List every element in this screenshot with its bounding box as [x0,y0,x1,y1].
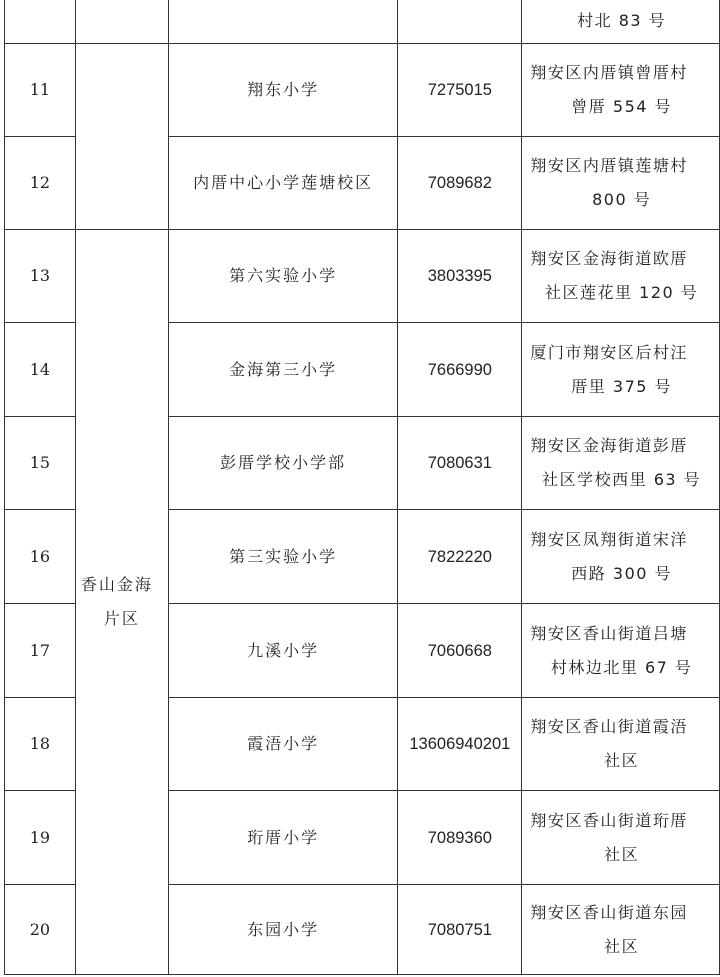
school-name: 第六实验小学 [168,230,398,323]
address-line-2: 厝里 375 号 [571,376,673,396]
address-line-2: 村林边北里 67 号 [550,657,693,677]
address-line-2: 社区莲花里 120 号 [545,283,699,302]
school-name: 东园小学 [168,885,398,975]
district-line-2: 片区 [103,609,140,628]
phone-number: 7080751 [398,885,522,975]
address [522,44,720,137]
school-name: 彭厝学校小学部 [168,417,398,510]
address [522,417,720,510]
phone-number: 7666990 [398,323,522,417]
address [522,885,720,975]
phone-number: 7060668 [398,604,522,698]
address-line-1: 翔安区金海街道欧厝 [530,249,688,268]
address [522,137,720,230]
row-number [5,0,76,44]
address-line-1: 翔安区香山街道东园 [530,902,688,922]
row-number: 18 [5,698,76,791]
address-line-2: 800 号 [592,190,652,209]
row-number: 12 [5,137,76,230]
address-line-2: 社区 [604,936,640,956]
address-line-1: 翔安区金海街道彭厝 [530,436,688,455]
table-row [5,44,720,137]
address-line-1: 翔安区香山街道珩厝 [530,810,688,830]
row-number: 20 [5,885,76,975]
phone-number: 7089682 [398,137,522,230]
school-name: 第三实验小学 [168,510,398,604]
address [522,323,720,417]
address [522,698,720,791]
phone-number: 3803395 [398,230,522,323]
address [522,0,720,44]
phone-number: 7822220 [398,510,522,604]
row-number: 14 [5,323,76,417]
row-number: 15 [5,417,76,510]
row-number: 11 [5,44,76,137]
district-cell-prev [75,44,168,230]
district-cell [75,230,168,975]
address-line-1: 翔安区凤翔街道宋洋 [530,529,688,549]
address-line-1: 翔安区香山街道吕塘 [530,623,688,643]
address-line-1: 翔安区内厝镇莲塘村 [530,156,688,175]
row-number: 19 [5,791,76,885]
district-line-1: 香山金海 [80,575,153,594]
address-line-2: 社区学校西里 63 号 [542,470,702,489]
address-line-2: 社区 [604,751,640,770]
row-number: 16 [5,510,76,604]
phone-number: 7275015 [398,44,522,137]
address [522,510,720,604]
address-line-2: 西路 300 号 [571,563,673,583]
address-line-1: 翔安区内厝镇曾厝村 [530,63,688,82]
address-line-2: 村北 83 号 [577,11,667,30]
school-name: 九溪小学 [168,604,398,698]
table-row [5,230,720,323]
school-name: 内厝中心小学莲塘校区 [168,137,398,230]
district-cell-prev [75,0,168,44]
school-name: 金海第三小学 [168,323,398,417]
school-name: 霞浯小学 [168,698,398,791]
address-line-2: 曾厝 554 号 [571,97,673,116]
address [522,230,720,323]
address-line-2: 社区 [604,844,640,864]
row-number: 17 [5,604,76,698]
phone-number: 7080631 [398,417,522,510]
address [522,604,720,698]
phone-number [398,0,522,44]
row-number: 13 [5,230,76,323]
phone-number: 13606940201 [398,698,522,791]
school-table [4,0,720,975]
school-name: 珩厝小学 [168,791,398,885]
table-row [5,0,720,44]
phone-number: 7089360 [398,791,522,885]
address-line-1: 翔安区香山街道霞浯 [530,717,688,736]
school-name: 翔东小学 [168,44,398,137]
school-name [168,0,398,44]
address-line-1: 厦门市翔安区后村汪 [530,342,688,362]
address [522,791,720,885]
